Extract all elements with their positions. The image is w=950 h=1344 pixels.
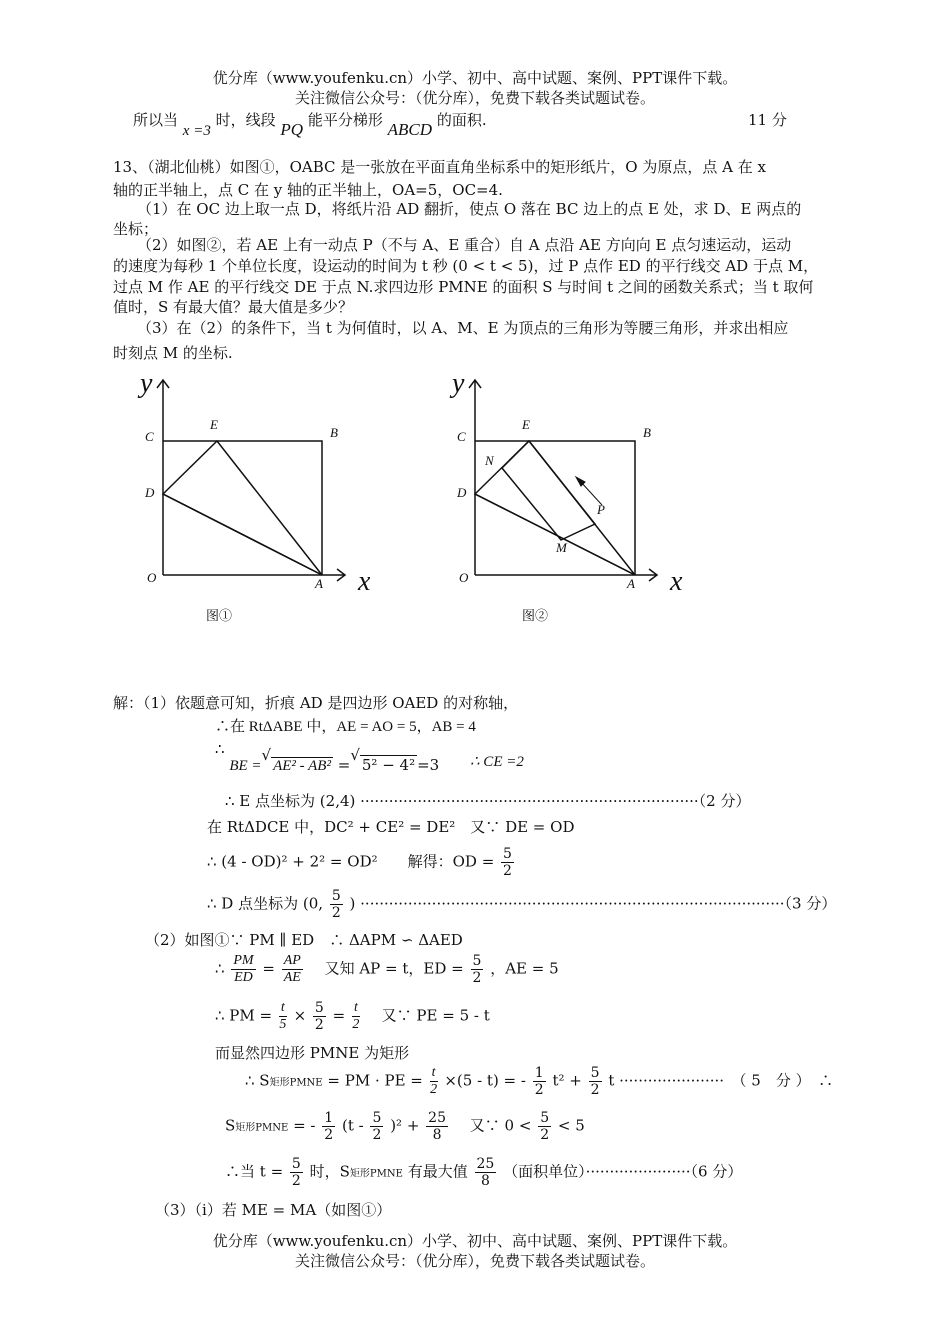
denominator: 2 [291,1173,301,1189]
solution-line: 在 RtΔDCE 中，DC² + CE² = DE² 又∵ DE = OD [207,818,575,836]
formula: = [332,1006,346,1025]
footer-line-1: 优分库（www.youfenku.cn）小学、初中、高中试题、案例、PPT课件下载。 [212,1232,738,1250]
fraction [430,1065,438,1098]
solution-line: 解：（1）依题意可知，折痕 AD 是四边形 OAED 的对称轴， [113,694,519,712]
fraction [322,1110,335,1143]
fraction [313,1000,326,1033]
label-c: C [145,429,154,444]
fraction [290,1156,303,1189]
denominator: 2 [314,1017,324,1033]
solution-line-pm [215,1000,490,1038]
sqrt-content: 5² − 4² [361,756,416,774]
subscript: 矩形PMNE [269,1077,323,1089]
prev-text: 能平分梯形 [307,111,383,129]
denominator: 2 [590,1082,600,1098]
denominator: AE [283,970,301,985]
numerator: 5 [540,1110,550,1126]
solution-line-be: ∴ BE =√AE² - AB² =√5² − 4² =3 ∴ CE =2 [215,740,524,774]
numerator: 1 [324,1110,334,1126]
label-e: E [522,417,530,432]
numerator: AP [283,953,301,968]
fraction [538,1110,551,1143]
footer-line-2: 关注微信公众号：（优分库），免费下载各类试题试卷。 [294,1252,655,1270]
numerator: 1 [534,1065,544,1081]
numerator: 5 [503,846,512,862]
fold-line-ad [475,494,635,575]
denominator: 5 [279,1017,287,1032]
fraction [370,1110,383,1143]
problem-line: （1）在 OC 边上取一点 D，将纸片沿 AD 翻折，使点 O 落在 BC 边上的点 E 处，求 D、E 两点的 [137,200,802,218]
solution-line-d [207,888,836,926]
label-c: C [457,429,466,444]
label-d: D [457,485,467,500]
formula: S [225,1116,236,1135]
formula: × [293,1006,307,1025]
numerator: 25 [428,1110,446,1126]
numerator: 5 [372,1110,382,1126]
problem-line: 的速度为每秒 1 个单位长度，设运动的时间为 t 秒 (0 < t < 5)，过 P 点作 ED 的平行线交 AD 于点 M， [113,257,819,275]
problem-line: 值时，S 有最大值？最大值是多少？ [113,298,354,316]
numerator: 5 [590,1065,600,1081]
header-line-2: 关注微信公众号：（优分库），免费下载各类试题试卷。 [294,89,655,107]
prev-answer-line [133,110,487,139]
fraction [231,953,255,986]
denominator: 2 [352,1017,360,1032]
numerator: 25 [476,1156,495,1172]
numerator: 5 [331,888,341,904]
label-e: E [210,417,218,432]
figure-caption: 图② [522,608,549,623]
denominator: 2 [472,970,482,986]
figure-1 [130,370,370,630]
numerator: t [280,1000,285,1015]
formula: 又∵ PE = 5 - t [366,1006,490,1025]
problem-line: 时刻点 M 的坐标. [113,344,233,362]
label-y: y [140,370,153,399]
solution-line: ∴在 RtΔABE 中，AE = AO = 5，AB = 4 [215,719,476,735]
prev-score: 11 分 [748,111,787,129]
denominator: 2 [331,905,341,921]
label-x: x [670,566,683,597]
prev-formula: ABCD [387,120,433,139]
numerator: t [353,1000,358,1015]
fraction [475,1156,497,1189]
label-p: P [597,502,605,517]
problem-line: （2）如图②，若 AE 上有一动点 P（不与 A、E 重合）自 A 点沿 AE 方向向 E 点匀速运动，运动 [137,236,792,254]
numerator: 5 [291,1156,301,1172]
fraction [589,1065,602,1098]
solution-line-vertex [225,1110,585,1148]
folded-triangle [163,441,322,575]
fraction [282,953,303,986]
formula: ∴ D 点坐标为 (0, [207,894,324,913]
formula: 又知 AP = t，ED = [309,959,464,978]
formula: （面积单位）······················（6 分） [503,1162,743,1181]
prev-text: 所以当 [133,111,179,129]
formula: = - [293,1116,316,1135]
problem-line: 过点 M 作 AE 的平行线交 DE 于点 N.求四边形 PMNE 的面积 S 与时间 t 之间的函数关系式；当 t 取何 [113,278,814,296]
solution-line-ratio [215,953,559,991]
formula: (t - [341,1116,364,1135]
solution-line-area [245,1065,833,1103]
formula: ∴ CE =2 [470,754,524,770]
prev-formula: PQ [280,120,304,139]
formula: t² + [552,1071,582,1090]
formula: ，AE = 5 [490,959,559,978]
problem-line: 坐标； [113,220,159,238]
formula: ∴ PM = [215,1006,273,1025]
formula: 有最大值 [407,1162,468,1181]
formula: = [337,756,351,774]
label-n: N [485,453,494,468]
label-y: y [452,370,465,399]
label-x: x [358,566,370,597]
subscript: 矩形PMNE [235,1122,289,1134]
formula: BE = [229,758,262,774]
solution-line: 而显然四边形 PMNE 为矩形 [215,1044,410,1062]
label-b: B [643,425,651,440]
fraction [426,1110,448,1143]
label-o: O [147,570,157,585]
denominator: 8 [432,1127,442,1143]
denominator: ED [234,970,253,985]
fraction [279,1000,287,1033]
subscript: 矩形PMNE [349,1168,403,1180]
fraction [533,1065,546,1098]
folded-triangle [475,441,635,575]
fraction [501,846,514,879]
denominator: 8 [480,1173,490,1189]
fraction [330,888,343,921]
figure-2 [442,370,702,630]
formula: 时，S [309,1162,350,1181]
problem-line: 轴的正半轴上，点 C 在 y 轴的正半轴上，OA=5，OC=4. [113,181,503,199]
denominator: 2 [534,1082,544,1098]
prev-text: 的面积. [436,111,487,129]
formula: < 5 [557,1116,585,1135]
label-o: O [459,570,469,585]
fold-line-ad [163,494,322,575]
denominator: 2 [324,1127,334,1143]
therefore-symbol: ∴ [215,740,225,758]
label-b: B [330,425,338,440]
formula: ∴当 t = [225,1162,284,1181]
fraction [471,953,484,986]
formula: ∴ (4 - OD)² + 2² = OD² 解得：OD = [207,852,495,871]
solution-line: （2）如图①∵ PM ∥ ED ∴ ΔAPM ∽ ΔAED [145,931,463,949]
prev-formula: x =3 [182,123,211,139]
numerator: 5 [472,953,482,969]
denominator: 2 [372,1127,382,1143]
denominator: 2 [430,1082,438,1097]
formula: t ······················ （ 5 分 ） ∴ [608,1071,834,1090]
problem-line: 13、（湖北仙桃）如图①，OABC 是一张放在平面直角坐标系中的矩形纸片，O 为原点，点 A 在 x [113,158,766,176]
label-a: A [627,576,635,591]
solution-line: （3）（i）若 ME = MA（如图①） [155,1201,392,1219]
header-line-1: 优分库（www.youfenku.cn）小学、初中、高中试题、案例、PPT课件下载。 [212,69,738,87]
problem-line: （3）在（2）的条件下，当 t 为何值时，以 A、M、E 为顶点的三角形为等腰三角形，并求出相应 [137,319,789,337]
denominator: 2 [503,863,512,879]
formula: )² + [390,1116,420,1135]
rectangle-edges [163,441,322,575]
formula: =3 [417,756,440,774]
sqrt-content: AE² - AB² [273,758,331,774]
denominator: 2 [540,1127,550,1143]
label-m: M [556,540,567,555]
therefore-symbol: ∴ [215,959,225,978]
numerator: t [431,1065,436,1080]
solution-line: ∴ E 点坐标为 (2,4) ·······································································（2 分） [225,792,751,810]
formula: 又∵ 0 < [454,1116,532,1135]
label-d: D [145,485,155,500]
label-a: A [315,576,323,591]
numerator: 5 [314,1000,324,1016]
figure-caption: 图① [206,608,233,623]
formula: ) ·························································································（3 分） [349,894,837,913]
formula: ×(5 - t) = - [444,1071,526,1090]
prev-text: 时，线段 [215,111,276,129]
numerator: PM [233,953,254,968]
rectangle-edges [475,441,635,575]
formula: ∴ S [245,1071,270,1090]
solution-line-od [207,846,516,884]
fraction [352,1000,360,1033]
formula: = PM · PE = [327,1071,423,1090]
rectangle-pmne [502,441,595,540]
solution-line-max [225,1156,742,1194]
formula: = [262,959,275,978]
